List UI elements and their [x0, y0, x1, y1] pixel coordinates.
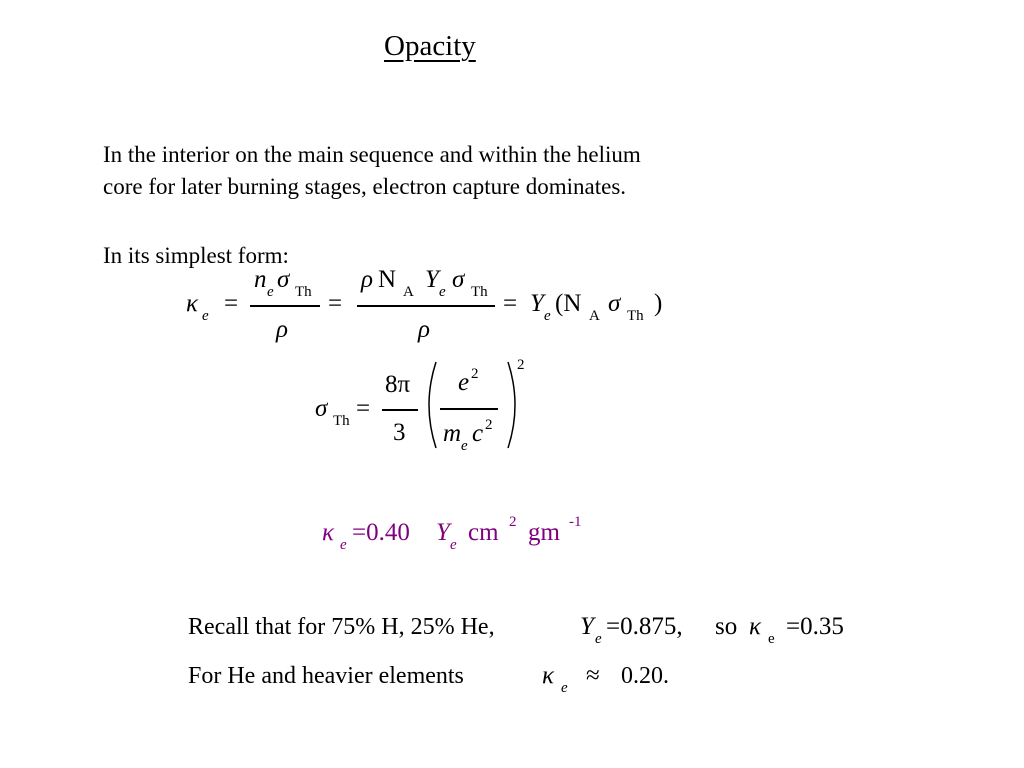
eq2-left-paren	[420, 360, 440, 450]
eq3-Y: Y	[436, 519, 450, 546]
eq2-sigma-sub: Th	[333, 413, 350, 429]
eq1-frac2-rho: ρ	[361, 266, 373, 293]
eq1-equals-3: =	[503, 290, 518, 317]
eq1-rhs-sigma-sub: Th	[627, 308, 644, 324]
eq2-num: 8π	[385, 371, 411, 398]
eq1-frac2-N: N	[378, 266, 397, 293]
eq1-rhs-Y-sub: e	[544, 308, 551, 324]
eq1-rhs-N-sub: A	[589, 308, 600, 324]
eq1-frac1-n: n	[254, 266, 267, 293]
eq3-Y-sub: e	[450, 537, 457, 553]
eq2-inner-frac-bar	[440, 408, 498, 410]
recall-Y: Y	[580, 613, 594, 640]
eq1-rhs-open: (N	[555, 290, 582, 317]
simplest-form-label: In its simplest form:	[103, 243, 289, 268]
eq1-frac1-bar	[250, 305, 320, 307]
intro-paragraph	[103, 139, 641, 203]
eq2-sigma: σ	[315, 395, 328, 422]
eq1-rhs-sigma: σ	[608, 290, 621, 317]
eq2-inner-c-exp: 2	[485, 417, 493, 433]
eq3-kappa-sub: e	[340, 537, 347, 553]
eq2-outer-exp: 2	[517, 357, 525, 373]
intro-line-1: In the interior on the main sequence and within the helium	[103, 142, 641, 167]
eq1-frac2-sigma-sub: Th	[471, 284, 488, 300]
recall-text: Recall that for 75% H, 25% He,	[188, 614, 495, 640]
eq1-kappa: κ	[186, 290, 198, 317]
heavier-kappa: κ	[542, 662, 554, 689]
recall-kappa-value: =0.35	[786, 613, 844, 640]
heavier-kappa-sub: e	[561, 680, 568, 696]
eq3-kappa: κ	[322, 519, 334, 546]
eq1-frac2-rho-den: ρ	[418, 316, 430, 343]
eq1-rhs-Y: Y	[530, 290, 544, 317]
page-title: Opacity	[384, 30, 476, 62]
eq3-value: =0.40	[352, 519, 410, 546]
eq2-inner-m-sub: e	[461, 438, 468, 454]
recall-so: so	[715, 613, 738, 640]
eq1-equals-2: =	[328, 290, 343, 317]
eq1-frac2-Y: Y	[425, 266, 439, 293]
eq1-frac2-sigma: σ	[452, 266, 465, 293]
eq1-frac1-rho: ρ	[276, 316, 288, 343]
recall-Y-sub: e	[595, 631, 602, 647]
eq3-unit-gm: gm	[528, 519, 560, 546]
eq1-equals-1: =	[224, 290, 239, 317]
eq1-kappa-sub: e	[202, 308, 209, 324]
eq2-inner-e-exp: 2	[471, 366, 479, 382]
eq1-frac1-sigma: σ	[277, 266, 290, 293]
recall-kappa: κ	[749, 613, 761, 640]
heavier-value: 0.20.	[621, 663, 669, 689]
eq2-den: 3	[393, 419, 406, 446]
eq1-frac2-bar	[357, 305, 495, 307]
eq1-frac1-sigma-sub: Th	[295, 284, 312, 300]
recall-kappa-sub: e	[768, 631, 775, 647]
eq2-inner-c: c	[472, 420, 484, 447]
eq2-inner-m: m	[443, 420, 462, 447]
heavier-text: For He and heavier elements	[188, 663, 464, 689]
eq3-unit-cm-exp: 2	[509, 514, 517, 530]
eq3-unit-cm: cm	[468, 519, 499, 546]
intro-line-2: core for later burning stages, electron capture dominates.	[103, 174, 627, 199]
heavier-approx: ≈	[586, 662, 600, 689]
eq1-rhs-close: )	[654, 290, 663, 317]
eq2-equals: =	[356, 395, 371, 422]
eq3-unit-gm-exp: -1	[569, 514, 582, 530]
eq2-frac-bar	[382, 409, 418, 411]
eq1-frac2-Y-sub: e	[439, 284, 446, 300]
eq1-frac1-n-sub: e	[267, 284, 274, 300]
eq2-inner-e: e	[458, 369, 470, 396]
eq1-frac2-N-sub: A	[403, 284, 414, 300]
recall-Y-value: =0.875,	[606, 613, 683, 640]
